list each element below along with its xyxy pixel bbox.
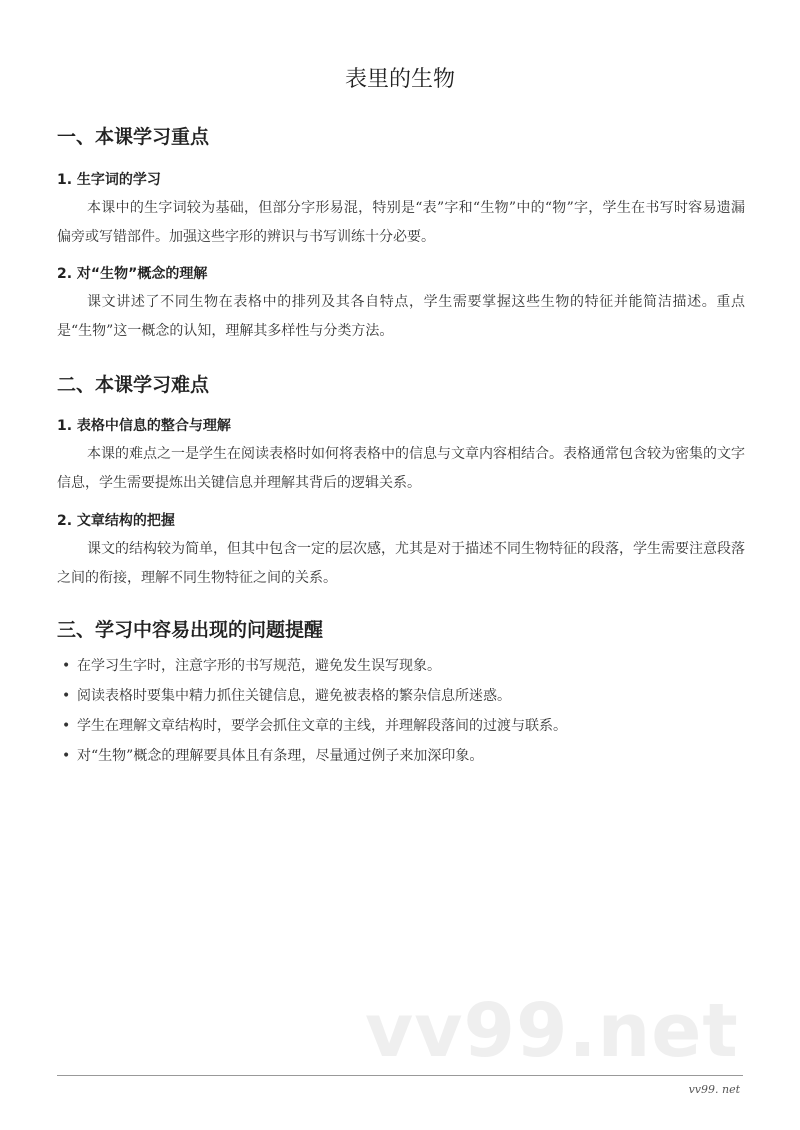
watermark: vv99.net [365,988,739,1074]
subsection-heading-vocabulary: 1. 生字词的学习 [57,172,161,188]
list-item: • 在学习生字时，注意字形的书写规范，避免发生误写现象。 [62,651,567,681]
section-heading-key-points: 一、本课学习重点 [57,126,210,148]
list-item: • 对“生物”概念的理解要具体且有条理，尽量通过例子来加深印象。 [62,741,567,771]
subsection-heading-table-info: 1. 表格中信息的整合与理解 [57,418,231,434]
document-title: 表里的生物 [344,67,455,92]
section-heading-difficulties: 二、本课学习难点 [57,374,210,396]
footer-divider [57,1075,743,1076]
paragraph-table-info: 本课的难点之一是学生在阅读表格时如何将表格中的信息与文章内容相结合。表格通常包含较为密集的文字信息，学生需要提炼出关键信息并理解其背后的逻辑关系。 [57,446,745,491]
footer-text: vv99. net [688,1083,740,1096]
paragraph-vocabulary: 本课中的生字词较为基础，但部分字形易混，特别是“表”字和“生物”中的“物”字，学生在书写时容易遗漏偏旁或写错部件。加强这些字形的辨识与书写训练十分必要。 [57,200,745,245]
list-item: • 阅读表格时要集中精力抓住关键信息，避免被表格的繁杂信息所迷惑。 [62,681,567,711]
paragraph-concept: 课文讲述了不同生物在表格中的排列及其各自特点，学生需要掌握这些生物的特征并能简洁描述。重点是“生物”这一概念的认知，理解其多样性与分类方法。 [57,294,745,339]
section-heading-reminders: 三、学习中容易出现的问题提醒 [57,619,324,641]
list-item: • 学生在理解文章结构时，要学会抓住文章的主线，并理解段落间的过渡与联系。 [62,711,567,741]
paragraph-structure: 课文的结构较为简单，但其中包含一定的层次感，尤其是对于描述不同生物特征的段落，学生需要注意段落之间的衔接，理解不同生物特征之间的关系。 [57,541,745,586]
subsection-heading-structure: 2. 文章结构的把握 [57,513,175,529]
subsection-heading-concept: 2. 对“生物”概念的理解 [57,266,208,282]
reminder-list [62,651,567,771]
